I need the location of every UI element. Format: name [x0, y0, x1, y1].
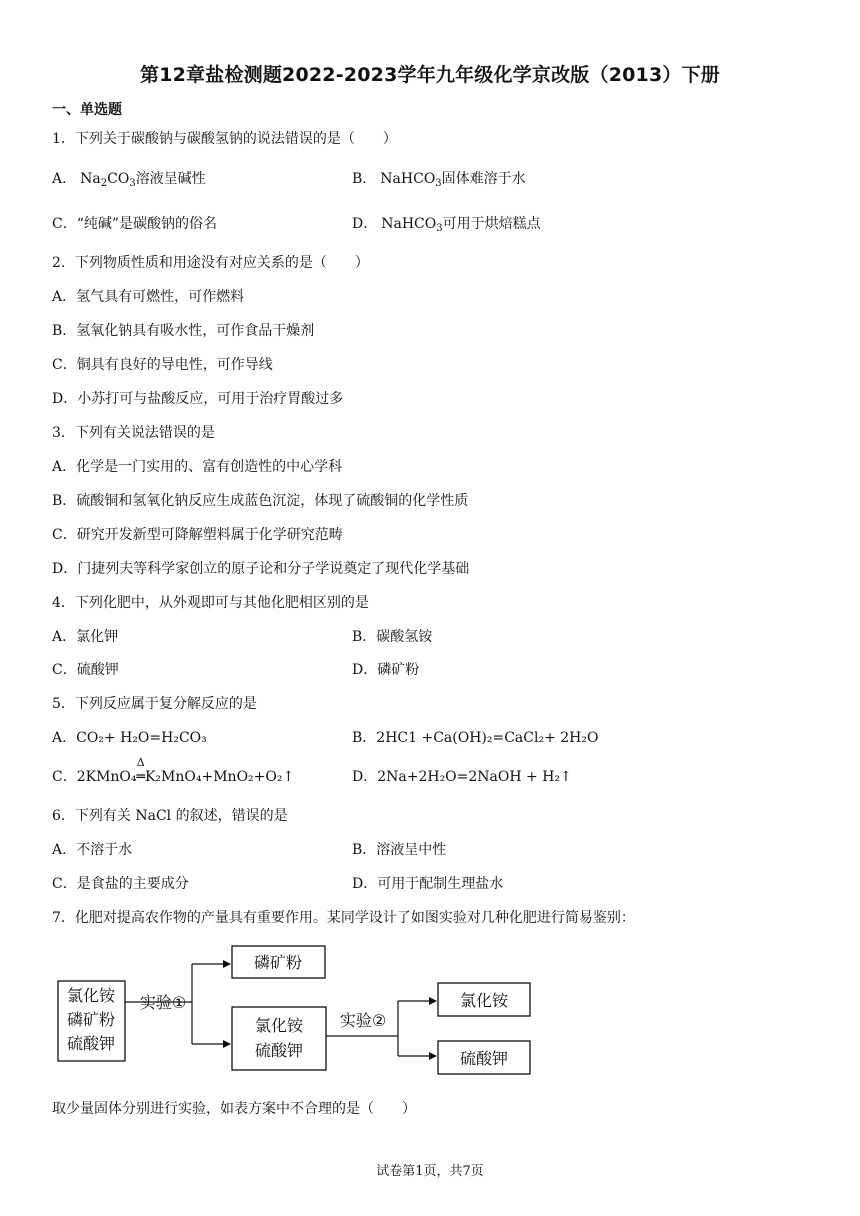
q1-option-b[interactable] — [352, 168, 526, 188]
start-item: 硫酸钾 — [66, 1034, 116, 1053]
option-text: 固体难溶于水 — [441, 171, 526, 187]
products: K₂MnO₄+MnO₂+O₂↑ — [144, 769, 295, 785]
subscript: 2 — [100, 178, 108, 189]
q4-option-b[interactable]: B．碳酸氢铵 — [352, 629, 433, 645]
start-item: 氯化铵 — [66, 986, 116, 1005]
identification-flowchart — [55, 938, 545, 1083]
q3-option-b[interactable]: B．硫酸铜和氢氧化钠反应生成蓝色沉淀，体现了硫酸铜的化学性质 — [52, 493, 469, 509]
reactant: C．2KMnO₄ — [52, 769, 137, 785]
q3-option-a[interactable]: A．化学是一门实用的、富有创造性的中心学科 — [52, 459, 343, 475]
question-4-stem: 4．下列化肥中，从外观即可与其他化肥相区别的是 — [52, 595, 369, 611]
section-heading: 一、单选题 — [52, 102, 122, 118]
reaction-condition — [136, 756, 145, 785]
q5-option-c[interactable] — [52, 756, 295, 786]
experiment-2-label: 实验② — [339, 1011, 387, 1030]
experiment-1-label: 实验① — [139, 993, 187, 1012]
q6-option-d[interactable]: D．可用于配制生理盐水 — [352, 876, 504, 892]
middle-item: 硫酸钾 — [254, 1041, 304, 1060]
result-label: 氯化铵 — [459, 991, 509, 1010]
option-label: D． — [352, 216, 378, 232]
option-text: 溶液呈碱性 — [135, 171, 206, 187]
q2-option-a[interactable]: A．氢气具有可燃性，可作燃料 — [52, 289, 245, 305]
question-2-stem: 2．下列物质性质和用途没有对应关系的是（ ） — [52, 255, 369, 271]
question-7-stem: 7．化肥对提高农作物的产量具有重要作用。某同学设计了如图实验对几种化肥进行简易鉴别： — [52, 910, 635, 926]
page-title: 第12章盐检测题2022-2023学年九年级化学京改版（2013）下册 — [140, 64, 720, 86]
q4-option-a[interactable]: A．氯化钾 — [52, 629, 119, 645]
q6-option-b[interactable]: B．溶液呈中性 — [352, 842, 447, 858]
formula-part: Na — [80, 171, 101, 187]
formula — [80, 171, 136, 187]
formula-part: NaHCO — [380, 171, 436, 187]
option-label: B． — [352, 171, 377, 187]
question-7-followup: 取少量固体分别进行实验，如表方案中不合理的是（ ） — [52, 1101, 416, 1117]
question-5-stem: 5．下列反应属于复分解反应的是 — [52, 696, 257, 712]
q1-option-a[interactable] — [52, 168, 206, 188]
question-3-stem: 3．下列有关说法错误的是 — [52, 425, 215, 441]
q5-option-a[interactable]: A．CO₂+ H₂O=H₂CO₃ — [52, 730, 207, 746]
q5-option-b[interactable]: B．2HC1 +Ca(OH)₂=CaCl₂+ 2H₂O — [352, 730, 599, 746]
q3-option-d[interactable]: D．门捷列夫等科学家创立的原子论和分子学说奠定了现代化学基础 — [52, 561, 470, 577]
q4-option-d[interactable]: D．磷矿粉 — [352, 662, 420, 678]
q2-option-b[interactable]: B．氢氧化钠具有吸水性，可作食品干燥剂 — [52, 323, 315, 339]
formula — [380, 171, 441, 187]
formula-part: NaHCO — [381, 216, 437, 232]
q4-option-c[interactable]: C．硫酸钾 — [52, 662, 119, 678]
option-text: 可用于烘焙糕点 — [442, 216, 541, 232]
result-label: 磷矿粉 — [253, 953, 303, 972]
q2-option-d[interactable]: D．小苏打可与盐酸反应，可用于治疗胃酸过多 — [52, 391, 344, 407]
equals-sign: ═ — [136, 769, 145, 785]
q1-option-c[interactable]: C．“纯碱”是碳酸钠的俗名 — [52, 216, 218, 232]
heat-symbol: Δ — [136, 756, 145, 769]
formula-part: CO — [107, 171, 130, 187]
option-label: A． — [52, 171, 77, 187]
q5-option-d[interactable]: D．2Na+2H₂O=2NaOH + H₂↑ — [352, 769, 572, 785]
subscript: 3 — [129, 178, 136, 189]
question-6-stem: 6．下列有关 NaCl 的叙述，错误的是 — [52, 808, 288, 824]
subscript: 3 — [435, 178, 442, 189]
result-label: 硫酸钾 — [459, 1049, 509, 1068]
question-1-stem: 1．下列关于碳酸钠与碳酸氢钠的说法错误的是（ ） — [52, 131, 397, 147]
q1-option-d[interactable] — [352, 213, 541, 233]
page-footer: 试卷第1页，共7页 — [376, 1164, 484, 1179]
q6-option-a[interactable]: A．不溶于水 — [52, 842, 133, 858]
start-item: 磷矿粉 — [66, 1010, 116, 1029]
q2-option-c[interactable]: C．铜具有良好的导电性，可作导线 — [52, 357, 273, 373]
formula — [381, 216, 442, 232]
q3-option-c[interactable]: C．研究开发新型可降解塑料属于化学研究范畴 — [52, 527, 343, 543]
subscript: 3 — [436, 223, 443, 234]
middle-item: 氯化铵 — [254, 1016, 304, 1035]
q6-option-c[interactable]: C．是食盐的主要成分 — [52, 876, 189, 892]
